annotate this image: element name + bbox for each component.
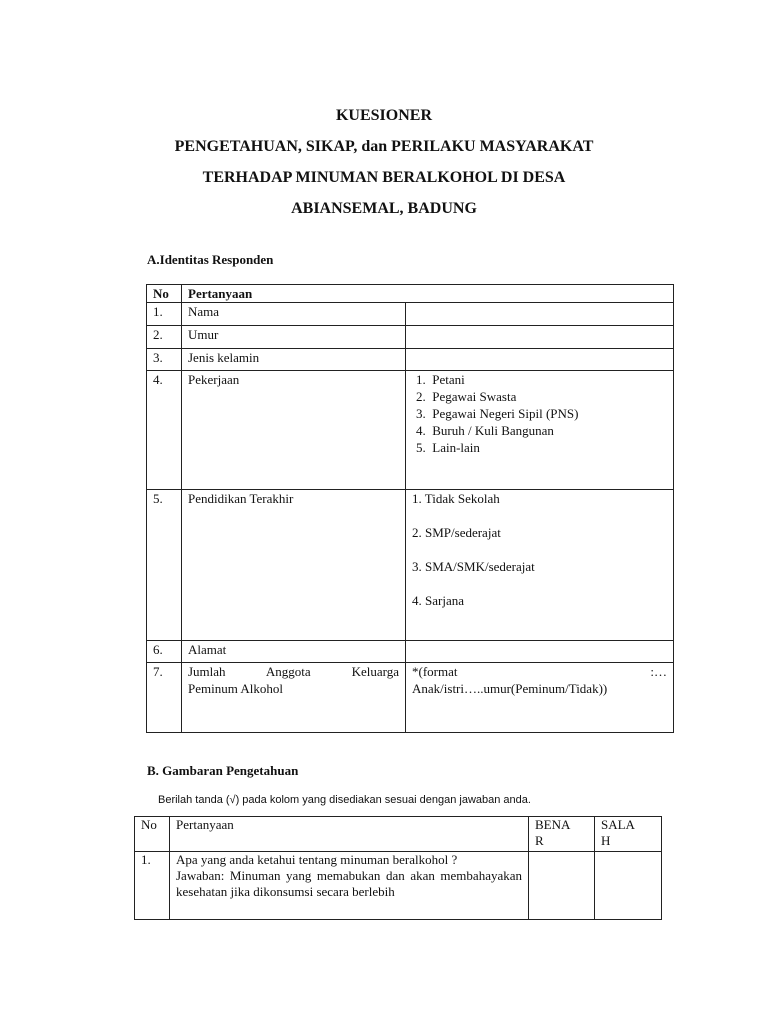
benar-checkbox-cell[interactable] — [529, 852, 595, 920]
list-item: 2. SMP/sederajat — [412, 525, 501, 540]
answer-cell-umur[interactable] — [406, 326, 674, 349]
row-question — [170, 852, 529, 920]
row-no: 6. — [147, 641, 182, 663]
row-no: 7. — [147, 663, 182, 733]
answer-text: Jawaban: Minuman yang memabukan dan akan membahayakan kesehatan jika dikonsumsi secara berlebih — [176, 868, 522, 899]
list-item: 3. SMA/SMK/sederajat — [412, 559, 535, 574]
row-question: Pekerjaan — [182, 371, 406, 490]
header-no: No — [135, 817, 170, 852]
header-benar: BENA R — [529, 817, 595, 852]
header-no: No — [147, 285, 182, 303]
table-row — [147, 349, 674, 371]
table-header-row — [147, 285, 674, 303]
list-item: 1. Tidak Sekolah — [412, 491, 500, 506]
row-no: 1. — [135, 852, 170, 920]
list-item: 4. Sarjana — [412, 593, 464, 608]
answer-cell-pekerjaan[interactable] — [406, 371, 674, 490]
table-row — [147, 326, 674, 349]
list-item: 5. Lain-lain — [416, 440, 480, 455]
answer-cell-jenis-kelamin[interactable] — [406, 349, 674, 371]
answer-format-line: Anak/istri…..umur(Peminum/Tidak)) — [412, 681, 608, 696]
table-row — [147, 663, 674, 733]
answer-cell-jumlah[interactable] — [406, 663, 674, 733]
row-question: Umur — [182, 326, 406, 349]
questionnaire-title — [0, 100, 768, 224]
section-b-heading: B. Gambaran Pengetahuan — [147, 763, 299, 778]
answer-cell-alamat[interactable] — [406, 641, 674, 663]
identity-table — [146, 284, 674, 733]
answer-cell-nama[interactable] — [406, 303, 674, 326]
table-row — [147, 371, 674, 490]
knowledge-table — [134, 816, 662, 920]
row-no: 3. — [147, 349, 182, 371]
answer-cell-pendidikan[interactable] — [406, 490, 674, 641]
header-question: Pertanyaan — [182, 285, 674, 303]
table-header-row — [135, 817, 662, 852]
list-item: 2. Pegawai Swasta — [416, 389, 517, 404]
question-text: Apa yang anda ketahui tentang minuman beralkohol ? — [176, 852, 458, 867]
row-question: Jenis kelamin — [182, 349, 406, 371]
row-question — [182, 663, 406, 733]
question-line: Jumlah Anggota Keluarga — [188, 664, 399, 679]
row-question: Nama — [182, 303, 406, 326]
table-row — [135, 852, 662, 920]
row-no: 5. — [147, 490, 182, 641]
salah-checkbox-cell[interactable] — [595, 852, 662, 920]
section-a-heading: A.Identitas Responden — [147, 252, 274, 267]
list-item: 1. Petani — [416, 372, 465, 387]
table-row — [147, 490, 674, 641]
row-no: 4. — [147, 371, 182, 490]
title-line-1: KUESIONER — [335, 107, 433, 124]
table-row — [147, 641, 674, 663]
occupation-options — [412, 371, 667, 456]
row-question: Pendidikan Terakhir — [182, 490, 406, 641]
table-row — [147, 303, 674, 326]
header-question: Pertanyaan — [170, 817, 529, 852]
list-item: 3. Pegawai Negeri Sipil (PNS) — [416, 406, 579, 421]
row-no: 2. — [147, 326, 182, 349]
instruction-text: Berilah tanda (√) pada kolom yang disediakan sesuai dengan jawaban anda. — [158, 794, 531, 806]
title-line-4: ABIANSEMAL, BADUNG — [291, 200, 477, 217]
list-item: 4. Buruh / Kuli Bangunan — [416, 423, 554, 438]
answer-format-line: *(format :… — [412, 664, 667, 679]
row-question: Alamat — [182, 641, 406, 663]
title-line-3: TERHADAP MINUMAN BERALKOHOL DI DESA — [202, 169, 566, 186]
title-line-2: PENGETAHUAN, SIKAP, dan PERILAKU MASYARAKAT — [174, 138, 594, 155]
row-no: 1. — [147, 303, 182, 326]
header-salah: SALA H — [595, 817, 662, 852]
question-line: Peminum Alkohol — [188, 681, 283, 696]
